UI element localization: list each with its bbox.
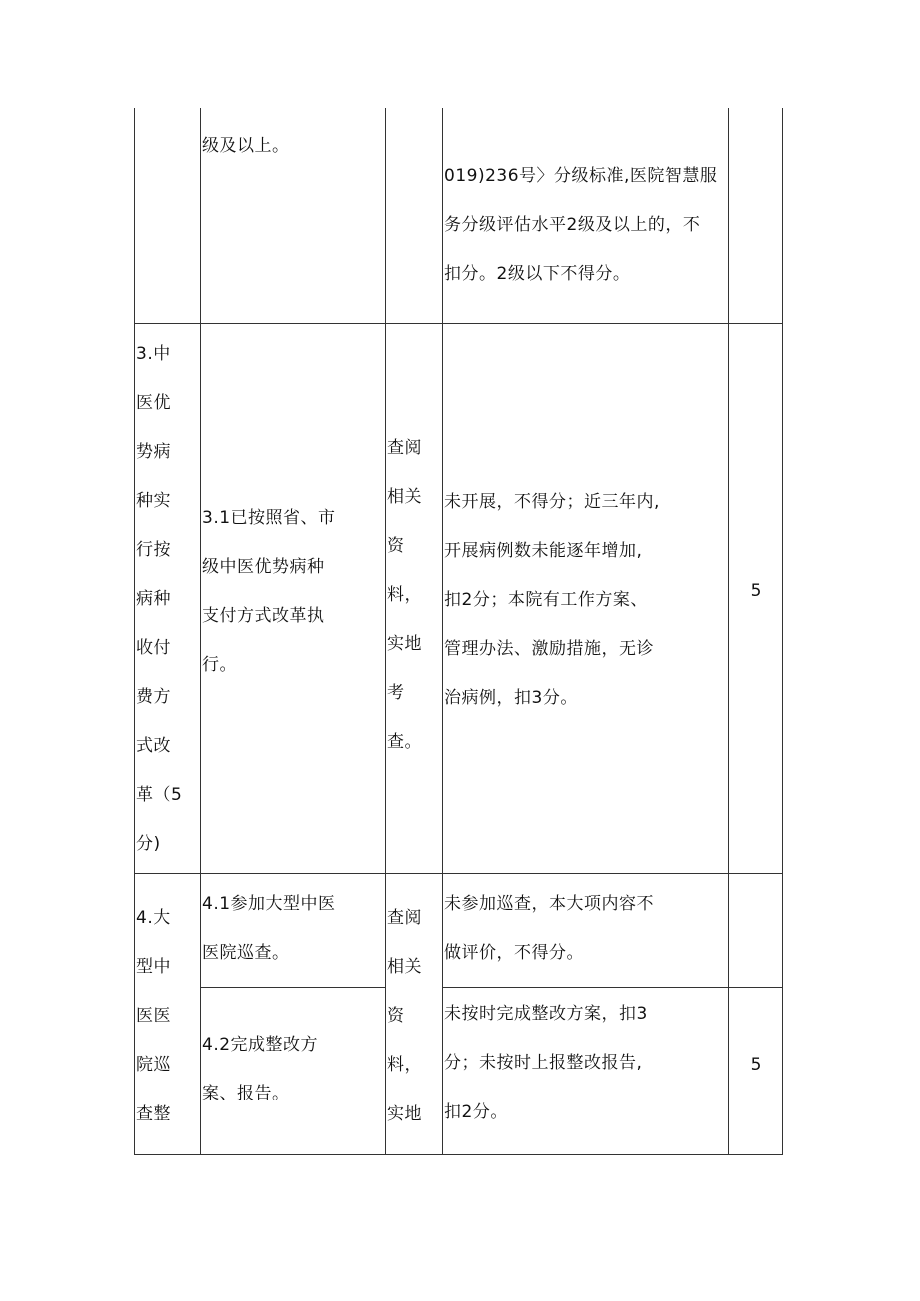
score-4: 5 <box>750 1055 762 1075</box>
table-border-bottom <box>134 1154 783 1155</box>
row-divider-4 <box>134 873 783 874</box>
standard-3-1-text: 3.1已按照省、市 级中医优势病种 支付方式改革执 行。 <box>202 508 336 675</box>
scoring-4-1-text: 未参加巡查，本大项内容不 做评价，不得分。 <box>444 894 654 963</box>
table-border-right <box>782 108 783 1155</box>
standard-4-1-text: 4.1参加大型中医 医院巡查。 <box>202 894 336 963</box>
standard-4-2-clip <box>200 988 385 1100</box>
table-border-col4 <box>728 108 729 1155</box>
method-4-clip <box>385 874 442 1154</box>
item-4-clip <box>134 874 200 1154</box>
table-border-col3 <box>442 108 443 1155</box>
item-3-title: 3.中 医优 势病 种实 行按 病种 收付 费方 式改 革（5 分) <box>136 344 183 854</box>
scoring-4-2-text: 未按时完成整改方案，扣3 分；未按时上报整改报告, 扣2分。 <box>444 1004 648 1122</box>
continued-standard-text: 级及以上。 <box>202 136 290 156</box>
item-4-title: 4.大 型中 医医 院巡 查整 <box>136 908 171 1124</box>
scoring-3-text: 未开展，不得分；近三年内, 开展病例数未能逐年增加, 扣2分；本院有工作方案、 管理办法、激励措施，无诊 治病例，扣3分。 <box>444 492 660 708</box>
standard-4-2-text: 4.2完成整改方 案、报告。 <box>202 1035 319 1100</box>
subrow-divider-4-2-scoring <box>442 987 783 988</box>
method-4-text: 查阅 相关 资 料， 实地 <box>387 908 422 1124</box>
row-divider-3 <box>134 323 783 324</box>
score-3: 5 <box>750 581 762 601</box>
method-3-text: 查阅 相关 资 料， 实地 考 查。 <box>387 438 422 752</box>
continued-scoring-text: 019)236号〉分级标准,医院智慧服 务分级评估水平2级及以上的，不 扣分。2级以下不得分。 <box>444 166 718 284</box>
